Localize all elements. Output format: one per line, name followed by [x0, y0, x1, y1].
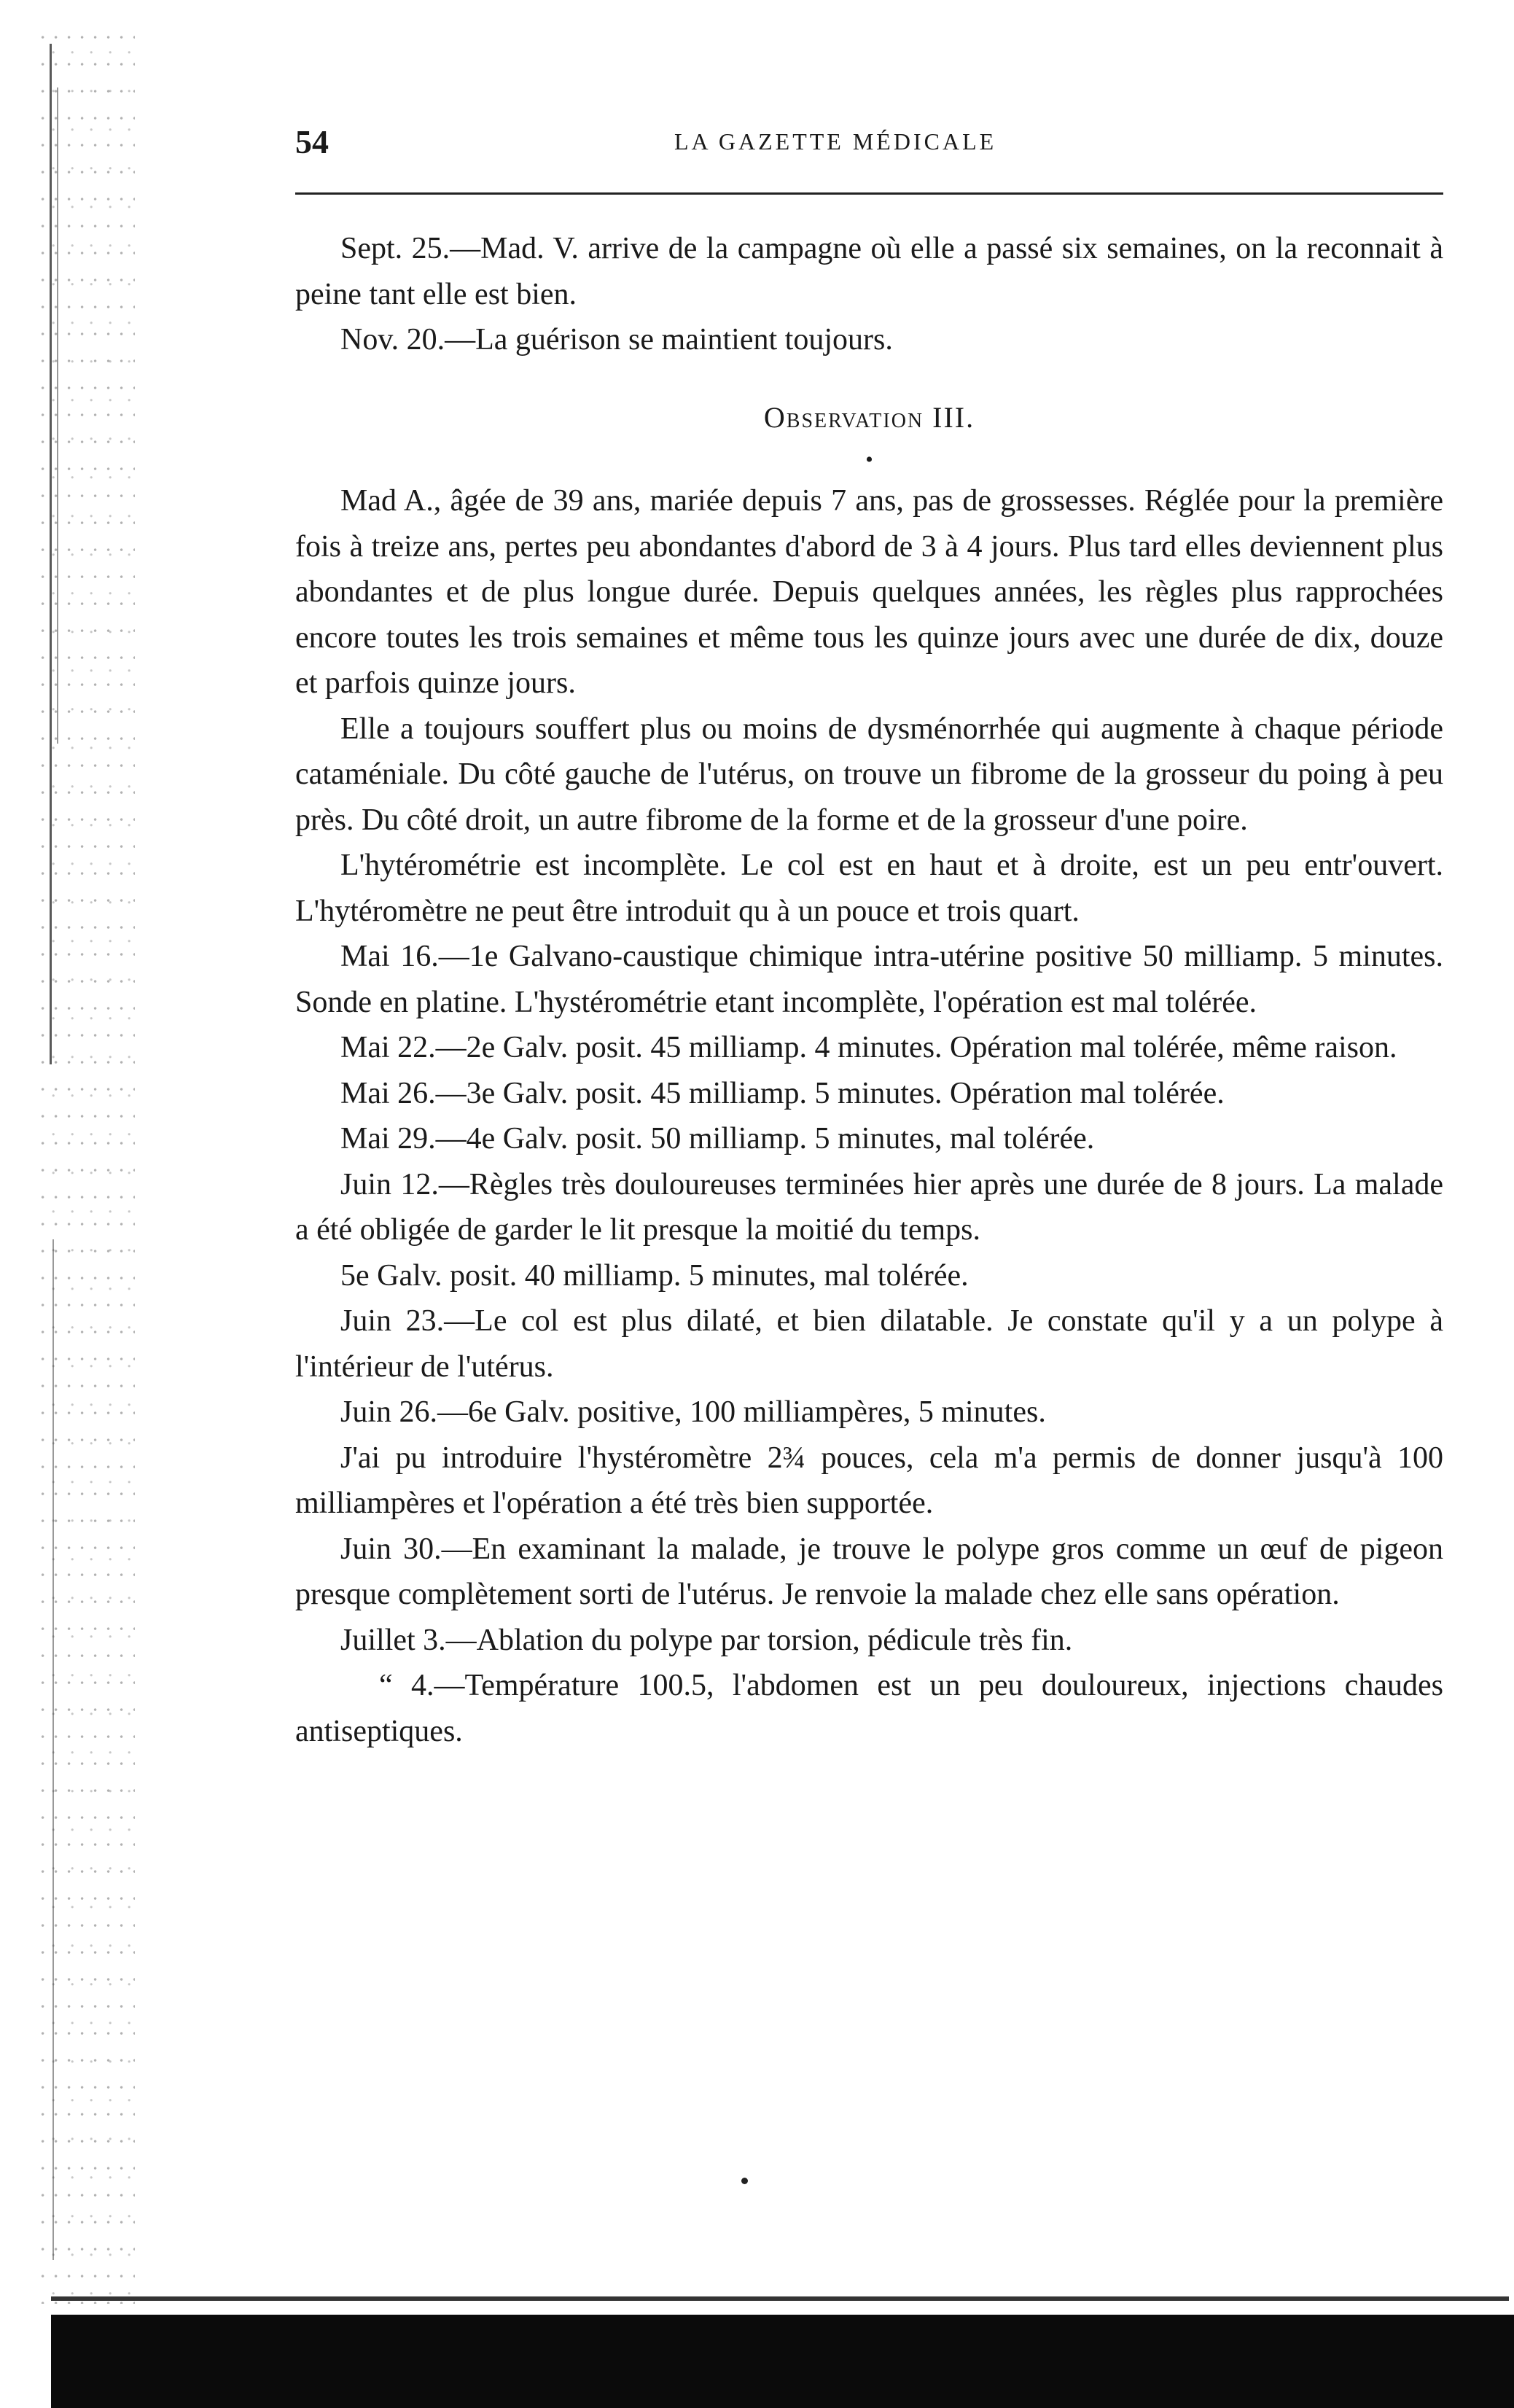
ornament-dot: •	[865, 448, 873, 472]
scan-gutter-line	[57, 87, 58, 744]
paragraph: Mai 22.—2e Galv. posit. 45 milliamp. 4 minutes. Opération mal tolérée, même raison.	[340, 1031, 1397, 1064]
scan-gutter-line	[50, 44, 52, 1064]
scan-gutter-noise	[40, 29, 135, 2304]
paragraph: Mad A., âgée de 39 ans, mariée depuis 7 ans, pas de grossesses. Réglée pour la première fois à treize ans, pertes peu abondantes d'abord de 3 à 4 jours. Plus tard elles deviennent plus abondantes et de plus longue durée. Depuis quelques années, les règles plus rapprochées encore toutes les trois semaines et même tous les quinze jours avec une durée de dix, douze et parfois quinze jours.	[295, 484, 1443, 700]
paragraph: Mai 16.—1e Galvano-caustique chimique intra-utérine positive 50 milliamp. 5 minutes. Sonde en platine. L'hystérométrie etant incomplète, l'opération est mal tolérée.	[295, 940, 1443, 1019]
paragraph: Juin 23.—Le col est plus dilaté, et bien dilatable. Je constate qu'il y a un polype à l'intérieur de l'utérus.	[295, 1304, 1443, 1384]
paragraph: Juillet 3.—Ablation du polype par torsion, pédicule très fin.	[340, 1623, 1073, 1657]
paragraph: J'ai pu introduire l'hystéromètre 2¾ pouces, cela m'a permis de donner jusqu'à 100 milliampères et l'opération a été très bien supportée.	[295, 1441, 1443, 1520]
paragraph: Elle a toujours souffert plus ou moins de dysménorrhée qui augmente à chaque période cataméniale. Du côté gauche de l'utérus, on trouve un fibrome de la grosseur du poing à peu près. Du côté droit, un autre fibrome de la forme et de la grosseur d'une poire.	[295, 712, 1443, 837]
paragraph: Sept. 25.—Mad. V. arrive de la campagne où elle a passé six semaines, on la reconnait à peine tant elle est bien.	[295, 232, 1443, 311]
header-rule	[295, 192, 1443, 195]
running-title: LA GAZETTE MÉDICALE	[674, 128, 997, 155]
paragraph: Nov. 20.—La guérison se maintient toujours.	[340, 323, 893, 356]
page-number: 54	[295, 123, 329, 160]
paragraph: Mai 29.—4e Galv. posit. 50 milliamp. 5 minutes, mal tolérée.	[340, 1122, 1095, 1156]
scan-gutter-line	[52, 1239, 54, 2260]
paragraph: “ 4.—Température 100.5, l'abdomen est un peu douloureux, injections chaudes antiseptiques.	[295, 1669, 1443, 1748]
paragraph: Mai 26.—3e Galv. posit. 45 milliamp. 5 minutes. Opération mal tolérée.	[340, 1076, 1225, 1110]
page-body	[295, 226, 1443, 1754]
paragraph: 5e Galv. posit. 40 milliamp. 5 minutes, mal tolérée.	[340, 1258, 969, 1293]
paragraph: Juin 12.—Règles très douloureuses terminées hier après une durée de 8 jours. La malade a été obligée de garder le lit presque la moitié du temps.	[295, 1167, 1443, 1247]
paragraph: Juin 30.—En examinant la malade, je trouve le polype gros comme un œuf de pigeon presque complètement sorti de l'utérus. Je renvoie la malade chez elle sans opération.	[295, 1532, 1443, 1611]
stray-mark	[741, 2178, 748, 2184]
scan-bottom-edge	[51, 2315, 1514, 2408]
paragraph: Juin 26.—6e Galv. positive, 100 milliampères, 5 minutes.	[340, 1395, 1046, 1429]
page-header	[295, 122, 1443, 166]
scan-bottom-rule	[51, 2296, 1509, 2301]
paragraph: L'hytérométrie est incomplète. Le col est en haut et à droite, est un peu entr'ouvert. L'hytéromètre ne peut être introduit qu à un pouce et trois quart.	[295, 849, 1443, 928]
observation-heading: Observation III.	[763, 400, 975, 434]
